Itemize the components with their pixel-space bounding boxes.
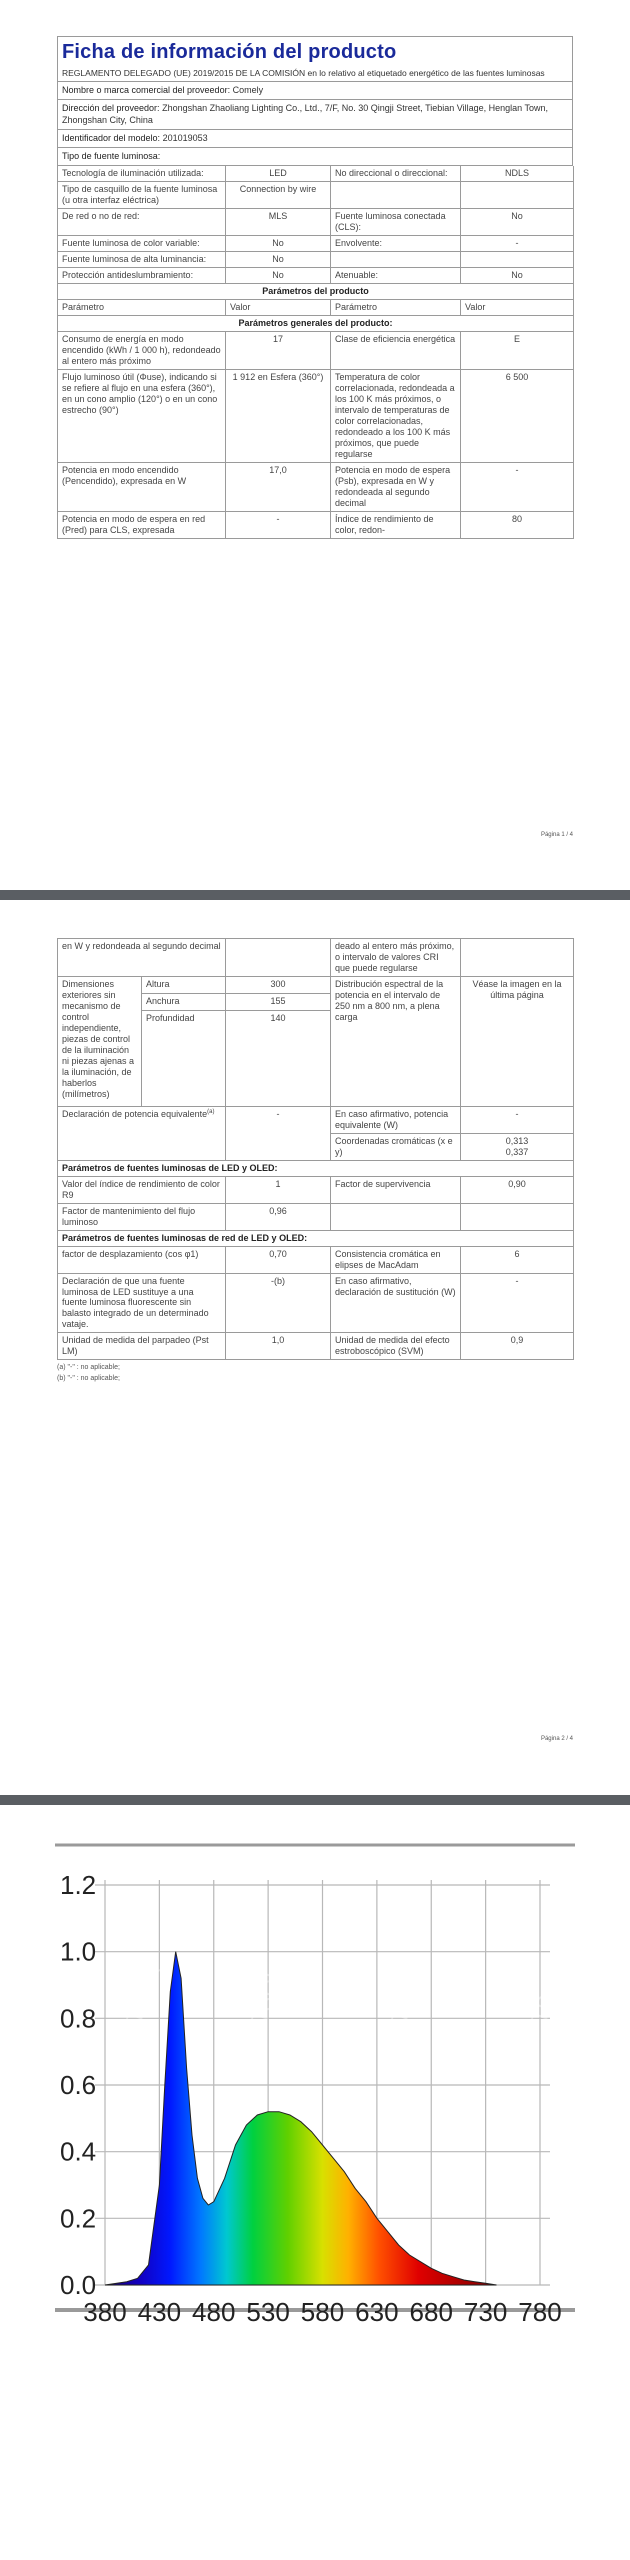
type-value: No xyxy=(226,252,331,268)
footnote-b: (b) "-" : no aplicable; xyxy=(57,1374,120,1382)
type-param: Fuente luminosa de color variable: xyxy=(58,236,226,252)
spectral-value: Véase la imagen en la última página xyxy=(461,976,574,1106)
product-info-sheet-continued xyxy=(57,938,573,1384)
supplier-address-row xyxy=(57,100,573,130)
x-tick-label: 530 xyxy=(246,2297,290,2327)
type-param-2 xyxy=(331,182,461,209)
led-mains-header: Parámetros de fuentes luminosas de red de LED y OLED: xyxy=(58,1230,574,1246)
cont-cell-1: en W y redondeada al segundo decimal xyxy=(58,939,226,977)
general-value-2: - xyxy=(461,462,574,511)
watermark-text: TSGK xyxy=(526,1961,571,2027)
mains-row xyxy=(58,1273,574,1333)
x-tick-label: 380 xyxy=(83,2297,127,2327)
general-value: 1 912 en Esfera (360°) xyxy=(226,370,331,463)
led-param: Factor de mantenimiento del flujo luminoso xyxy=(58,1203,226,1230)
regulation-subtitle: REGLAMENTO DELEGADO (UE) 2019/2015 DE LA COMISIÓN en lo relativo al etiquetado energético de las fuentes luminosas xyxy=(62,68,545,78)
supplier-name-row xyxy=(57,81,573,100)
x-tick-label: 730 xyxy=(463,2297,508,2327)
y-tick-label: 0.8 xyxy=(60,2003,97,2034)
type-param: Protección antideslumbramiento: xyxy=(58,268,226,284)
equiv-power-sup: (a) xyxy=(207,1108,215,1115)
supplier-address-label: Dirección del proveedor: xyxy=(62,103,160,114)
dim-value-depth: 140 xyxy=(226,1010,331,1106)
page-2 xyxy=(0,900,630,1790)
watermark-text: TSGK xyxy=(121,1961,166,2027)
mains-param: factor de desplazamiento (cos φ1) xyxy=(58,1246,226,1273)
footnotes xyxy=(57,1363,573,1384)
page-number-2: Página 2 / 4 xyxy=(540,1736,573,1742)
led-row xyxy=(58,1176,574,1203)
type-param-2: Envolvente: xyxy=(331,236,461,252)
type-value: Connection by wire xyxy=(226,182,331,209)
type-row xyxy=(58,252,574,268)
col-header-parametro-1: Parámetro xyxy=(58,300,226,316)
col-header-parametro-2: Parámetro xyxy=(331,300,461,316)
y-tick-label: 0.0 xyxy=(60,2270,97,2300)
type-row xyxy=(58,209,574,236)
general-value-2: 6 500 xyxy=(461,370,574,463)
model-id-label: Identificador del modelo: xyxy=(62,132,161,143)
general-param: Potencia en modo encendido (Pencendido), expresada en W xyxy=(58,462,226,511)
cont-cell-4 xyxy=(461,939,574,977)
title-box xyxy=(57,36,573,81)
mains-value-2: - xyxy=(461,1273,574,1333)
product-info-sheet xyxy=(57,36,573,539)
params-table-continued xyxy=(57,938,574,1360)
x-tick-label: 630 xyxy=(355,2297,399,2327)
light-source-type-row xyxy=(57,148,573,166)
supplier-name-value: Comely xyxy=(232,85,264,96)
watermark-text: TSGK xyxy=(246,1961,291,2027)
general-row xyxy=(58,370,574,463)
x-tick-label: 780 xyxy=(518,2297,562,2327)
general-param-2: Potencia en modo de espera (Psb), expresada en W y redondeada al segundo decimal xyxy=(331,462,461,511)
type-value-2: No xyxy=(461,209,574,236)
type-param: De red o no de red: xyxy=(58,209,226,236)
led-oled-header: Parámetros de fuentes luminosas de LED y OLED: xyxy=(58,1160,574,1176)
light-source-type-label: Tipo de fuente luminosa: xyxy=(62,151,161,162)
led-value-2 xyxy=(461,1203,574,1230)
spectral-label: Distribución espectral de la potencia en el intervalo de 250 nm a 800 nm, a plena carga xyxy=(331,976,461,1106)
y-tick-label: 0.6 xyxy=(60,2070,97,2100)
type-value-2 xyxy=(461,182,574,209)
general-row xyxy=(58,462,574,511)
y-tick-label: 0.2 xyxy=(60,2203,97,2234)
type-row xyxy=(58,182,574,209)
cont-cell-3: deado al entero más próximo, o intervalo de valores CRI que puede regularse xyxy=(331,939,461,977)
product-params-header: Parámetros del producto xyxy=(58,284,574,299)
general-params-header: Parámetros generales del producto: xyxy=(58,316,574,332)
led-param-2 xyxy=(331,1203,461,1230)
mains-param: Unidad de medida del parpadeo (Pst LM) xyxy=(58,1333,226,1360)
page-separator-1 xyxy=(0,890,630,900)
type-param-2: Fuente luminosa conectada (CLS): xyxy=(331,209,461,236)
led-param-2: Factor de supervivencia xyxy=(331,1176,461,1203)
led-value: 0,96 xyxy=(226,1203,331,1230)
model-id-value: 201019053 xyxy=(162,132,208,143)
type-value-2: - xyxy=(461,236,574,252)
mains-row xyxy=(58,1246,574,1273)
general-value: - xyxy=(226,511,331,538)
supplier-address-value: Zhongshan Zhaoliang Lighting Co., Ltd., 7/F, No. 30 Qingji Street, Tiebian Village, Henglan Town, Zhongshan City, China xyxy=(62,103,548,125)
type-param-2 xyxy=(331,252,461,268)
general-row xyxy=(58,511,574,538)
type-value: No xyxy=(226,236,331,252)
equiv-power-cell xyxy=(58,1106,226,1160)
type-value-2 xyxy=(461,252,574,268)
dim-name-depth: Profundidad xyxy=(142,1010,226,1106)
type-param-2: Atenuable: xyxy=(331,268,461,284)
type-value: No xyxy=(226,268,331,284)
led-row xyxy=(58,1203,574,1230)
spectrum-area xyxy=(105,1952,497,2285)
x-tick-label: 480 xyxy=(192,2297,236,2327)
page-1 xyxy=(0,0,630,870)
type-table xyxy=(57,166,574,284)
mains-value-2: 0,9 xyxy=(461,1333,574,1360)
chroma-value: 0,313 0,337 xyxy=(461,1133,574,1160)
chroma-label: Coordenadas cromáticas (x e y) xyxy=(331,1133,461,1160)
type-param: Tecnología de iluminación utilizada: xyxy=(58,166,226,181)
y-tick-label: 1.2 xyxy=(60,1870,97,1900)
general-param: Potencia en modo de espera en red (Pred) para CLS, expresada xyxy=(58,511,226,538)
mains-row xyxy=(58,1333,574,1360)
params-table xyxy=(57,284,574,538)
dim-value-width: 155 xyxy=(226,993,331,1010)
general-param: Consumo de energía en modo encendido (kWh / 1 000 h), redondeado al entero más próximo xyxy=(58,332,226,370)
type-row xyxy=(58,166,574,181)
page-title: Ficha de información del producto xyxy=(62,41,397,63)
y-tick-label: 1.0 xyxy=(60,1936,97,1967)
mains-value: 0,70 xyxy=(226,1246,331,1273)
general-value-2: 80 xyxy=(461,511,574,538)
supplier-name-label: Nombre o marca comercial del proveedor: xyxy=(62,85,231,96)
col-header-valor-1: Valor xyxy=(226,300,331,316)
dim-value-height: 300 xyxy=(226,976,331,993)
dimensions-label: Dimensiones exteriores sin mecanismo de control independiente, piezas de control de la iluminación ni piezas ajenas a la iluminación, de haberlos (milímetros) xyxy=(58,976,142,1106)
dim-name-height: Altura xyxy=(142,976,226,993)
equiv-power-label: Declaración de potencia equivalente xyxy=(62,1108,208,1119)
led-value: 1 xyxy=(226,1176,331,1203)
type-value: MLS xyxy=(226,209,331,236)
page-separator-2 xyxy=(0,1795,630,1805)
general-value-2: E xyxy=(461,332,574,370)
led-param: Valor del índice de rendimiento de color R9 xyxy=(58,1176,226,1203)
equiv-power-value: - xyxy=(226,1106,331,1160)
footnote-a: (a) "-" : no aplicable; xyxy=(57,1364,120,1372)
general-value: 17,0 xyxy=(226,462,331,511)
type-value: LED xyxy=(226,166,331,181)
type-param-2: No direccional o direccional: xyxy=(331,166,461,181)
mains-value: 1,0 xyxy=(226,1333,331,1360)
equiv-power-right-label: En caso afirmativo, potencia equivalente (W) xyxy=(331,1106,461,1133)
dim-name-width: Anchura xyxy=(142,993,226,1010)
spectral-chart xyxy=(0,1805,630,2560)
general-param-2: Índice de rendimiento de color, redon- xyxy=(331,511,461,538)
type-param: Tipo de casquillo de la fuente luminosa (u otra interfaz eléctrica) xyxy=(58,182,226,209)
general-value: 17 xyxy=(226,332,331,370)
mains-param-2: Consistencia cromática en elipses de MacAdam xyxy=(331,1246,461,1273)
type-row xyxy=(58,268,574,284)
type-value-2: No xyxy=(461,268,574,284)
general-param-2: Temperatura de color correlacionada, redondeada a los 100 K más próximos, o intervalo de temperaturas de color correlacionadas, redondeado a los 100 K más próximos, que puede regularse xyxy=(331,370,461,463)
type-row xyxy=(58,236,574,252)
page-number-1: Página 1 / 4 xyxy=(540,832,573,838)
page-3 xyxy=(0,1805,630,2560)
general-param: Flujo luminoso útil (Φuse), indicando si se refiere al flujo en una esfera (360°), en un cono amplio (120°) o en un cono estrecho (90°) xyxy=(58,370,226,463)
col-header-valor-2: Valor xyxy=(461,300,574,316)
mains-param-2: En caso afirmativo, declaración de sustitución (W) xyxy=(331,1273,461,1333)
type-value-2: NDLS xyxy=(461,166,574,181)
led-value-2: 0,90 xyxy=(461,1176,574,1203)
watermark-text: TSGK xyxy=(386,1961,431,2027)
type-param: Fuente luminosa de alta luminancia: xyxy=(58,252,226,268)
x-tick-label: 680 xyxy=(409,2297,453,2327)
cont-cell-2 xyxy=(226,939,331,977)
general-row xyxy=(58,332,574,370)
general-param-2: Clase de eficiencia energética xyxy=(331,332,461,370)
mains-value: -(b) xyxy=(226,1273,331,1333)
x-tick-label: 580 xyxy=(300,2297,345,2327)
mains-value-2: 6 xyxy=(461,1246,574,1273)
model-id-row xyxy=(57,130,573,148)
x-tick-label: 430 xyxy=(137,2297,182,2327)
mains-param: Declaración de que una fuente luminosa de LED sustituye a una fuente luminosa fluorescente sin balasto integrado de un determinado vataje. xyxy=(58,1273,226,1333)
y-tick-label: 0.4 xyxy=(60,2136,97,2167)
equiv-power-right-value: - xyxy=(461,1106,574,1133)
mains-param-2: Unidad de medida del efecto estroboscópico (SVM) xyxy=(331,1333,461,1360)
